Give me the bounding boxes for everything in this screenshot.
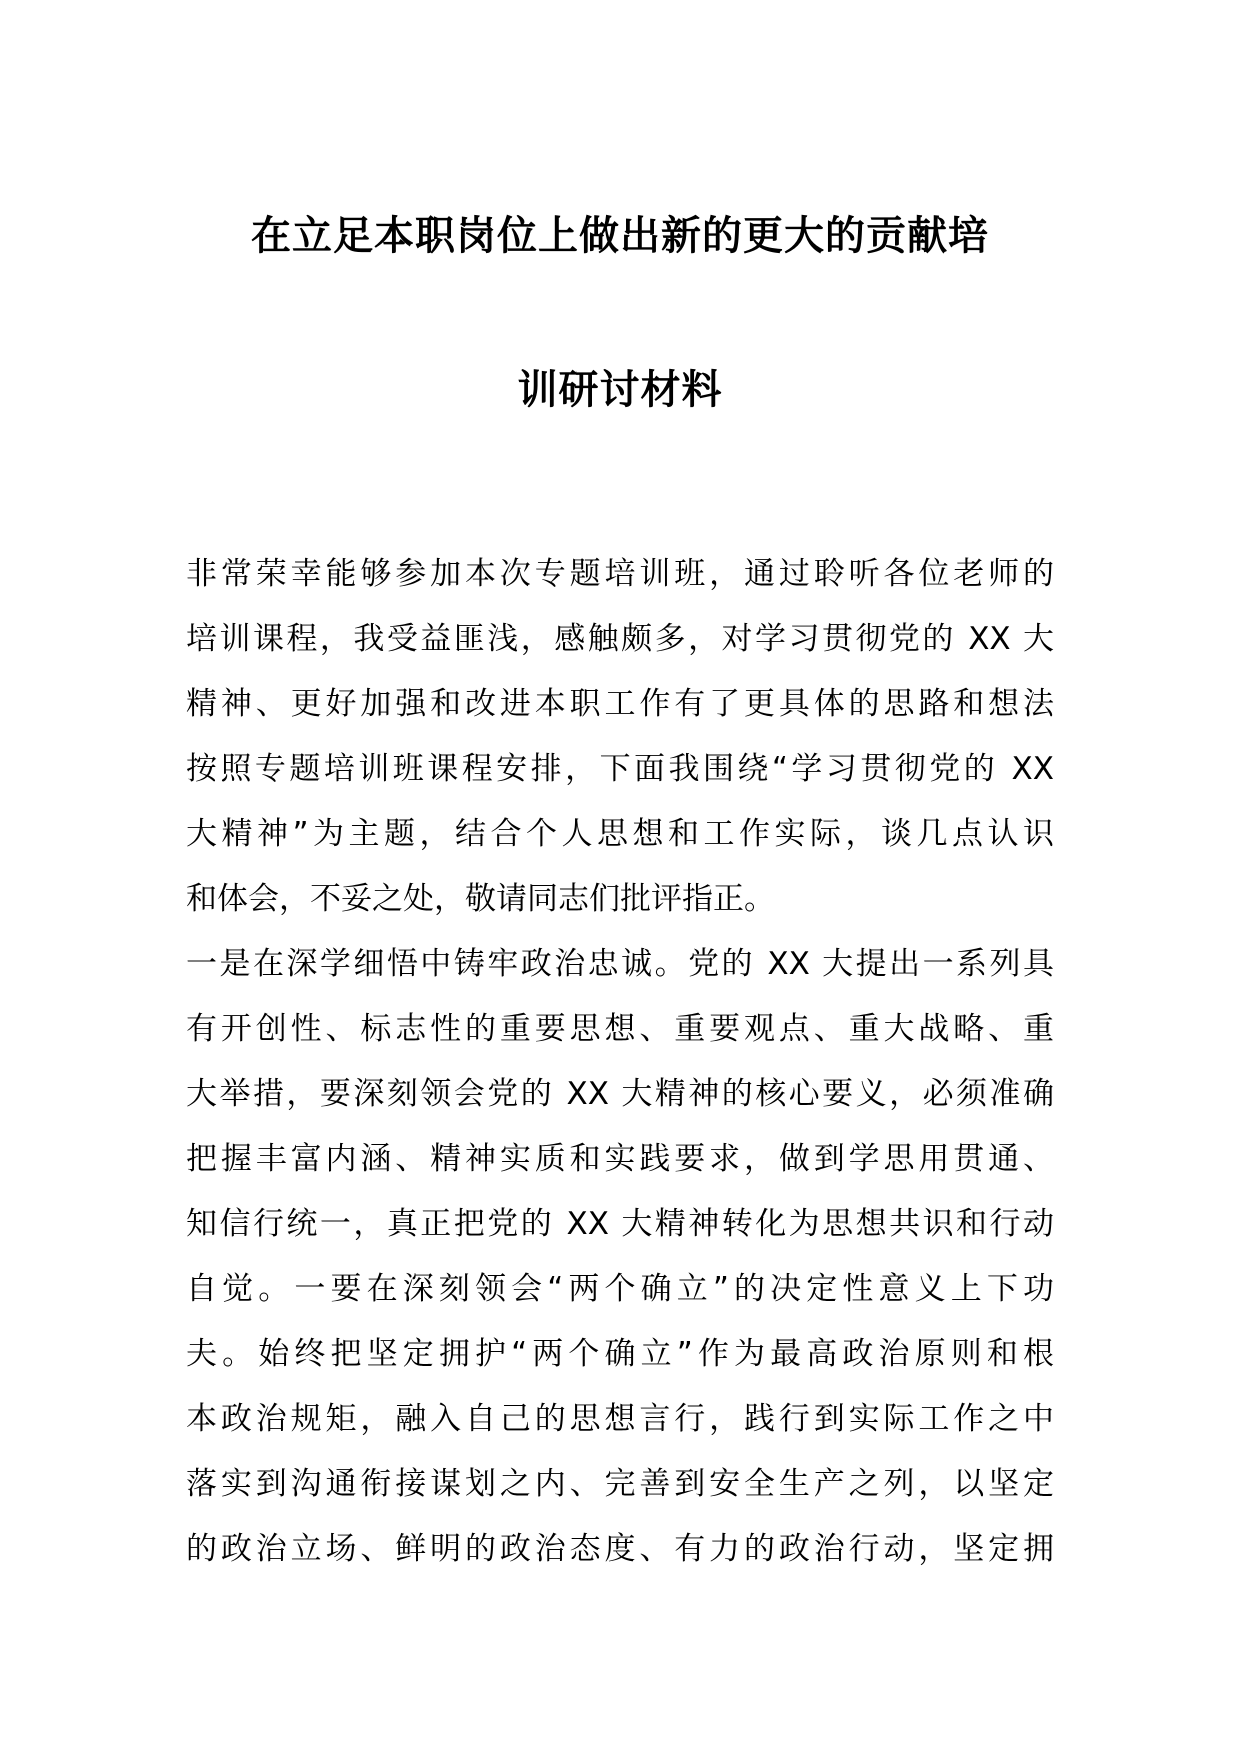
body-line-5: 大精神”为主题，结合个人思想和工作实际，谈几点认识 bbox=[186, 816, 1054, 852]
body-line-2: 培训课程，我受益匪浅，感触颇多，对学习贯彻党的 XX 大 bbox=[186, 621, 1054, 657]
body-line-10: 把握丰富内涵、精神实质和实践要求，做到学思用贯通、 bbox=[186, 1141, 1054, 1177]
body-line-8: 有开创性、标志性的重要思想、重要观点、重大战略、重 bbox=[186, 1011, 1054, 1047]
body-line-15: 落实到沟通衔接谋划之内、完善到安全生产之列，以坚定 bbox=[186, 1466, 1054, 1502]
body-line-11: 知信行统一，真正把党的 XX 大精神转化为思想共识和行动 bbox=[186, 1206, 1054, 1242]
body-line-13: 夫。始终把坚定拥护“两个确立”作为最高政治原则和根 bbox=[186, 1336, 1054, 1372]
body-line-12: 自觉。一要在深刻领会“两个确立”的决定性意义上下功 bbox=[186, 1271, 1054, 1307]
body-line-1: 非常荣幸能够参加本次专题培训班，通过聆听各位老师的 bbox=[186, 556, 1054, 592]
body-line-3: 精神、更好加强和改进本职工作有了更具体的思路和想法 bbox=[186, 686, 1054, 722]
document-title-line-1: 在立足本职岗位上做出新的更大的贡献培 bbox=[251, 213, 989, 259]
body-line-9: 大举措，要深刻领会党的 XX 大精神的核心要义，必须准确 bbox=[186, 1076, 1054, 1112]
body-line-14: 本政治规矩，融入自己的思想言行，践行到实际工作之中 bbox=[186, 1401, 1054, 1437]
document-title-line-2: 训研讨材料 bbox=[517, 367, 723, 413]
body-line-4: 按照专题培训班课程安排，下面我围绕“学习贯彻党的 XX bbox=[186, 751, 1054, 787]
body-line-7: 一是在深学细悟中铸牢政治忠诚。党的 XX 大提出一系列具 bbox=[186, 946, 1054, 982]
body-line-6: 和体会，不妥之处，敬请同志们批评指正。 bbox=[186, 881, 775, 917]
body-line-16: 的政治立场、鲜明的政治态度、有力的政治行动，坚定拥 bbox=[186, 1531, 1054, 1567]
